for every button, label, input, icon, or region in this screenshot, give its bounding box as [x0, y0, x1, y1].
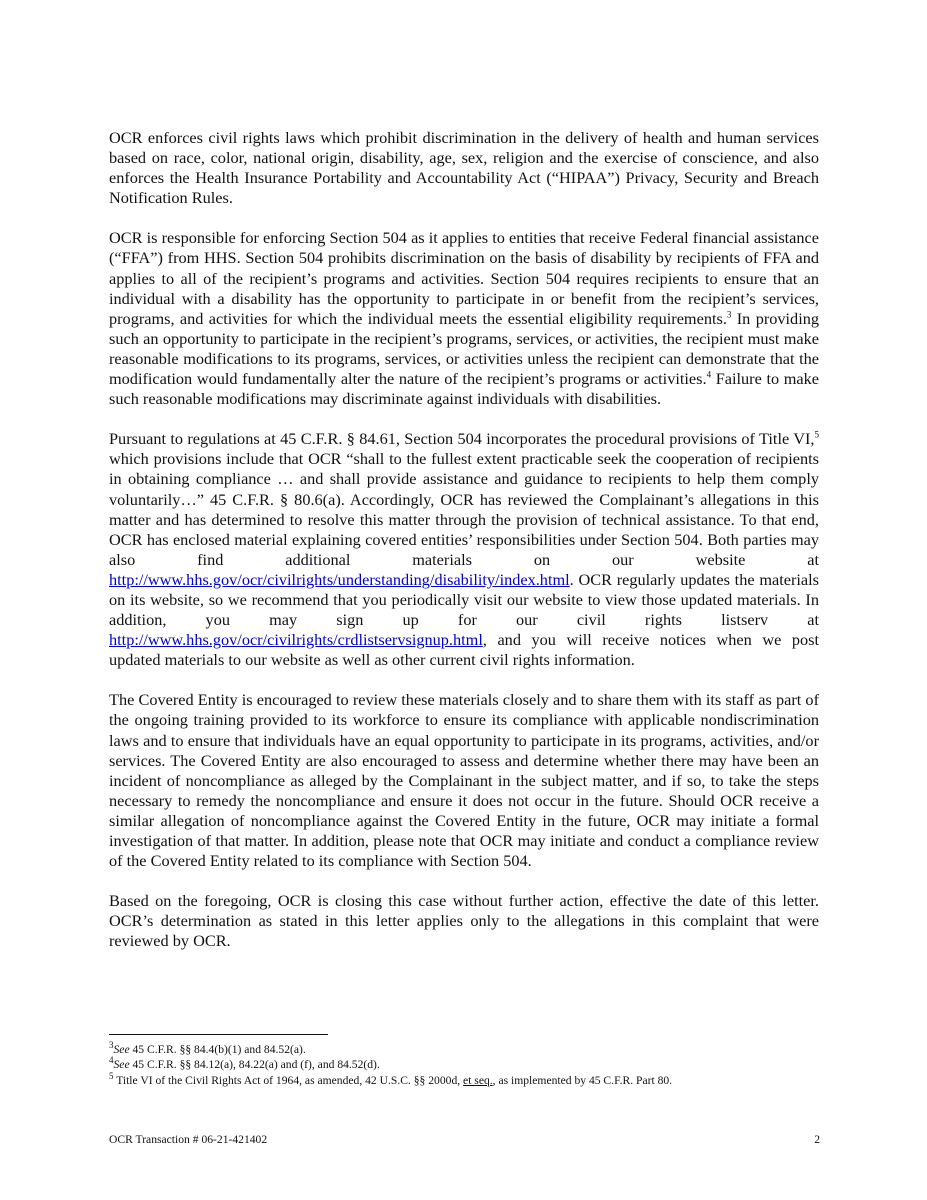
footnote-3 [109, 1042, 819, 1057]
footnote-4 [109, 1057, 819, 1072]
paragraph-text: Based on the foregoing, OCR is closing this case without further action, effective the date of this letter. OCR’s determination as stated in this letter applies only to the allegations in this complaint that were reviewed by OCR. [109, 891, 819, 951]
footnote-signal: See [113, 1058, 130, 1072]
footnote-ref-3[interactable]: 3 [726, 309, 732, 320]
paragraph-text: Pursuant to regulations at 45 C.F.R. § 84.61, Section 504 incorporates the procedural provisions of Title VI, [109, 429, 815, 449]
footnote-number: 3 [109, 1040, 114, 1051]
footnote-text: 45 C.F.R. §§ 84.4(b)(1) and 84.52(a). [129, 1043, 306, 1056]
footnote-ref-4[interactable]: 4 [706, 369, 712, 380]
paragraph-ocr-enforcement [109, 128, 819, 208]
footnotes [109, 1042, 819, 1088]
paragraph-text: , and you will receive notices when we post updated materials to our website as well as other current civil rights information. [109, 630, 819, 670]
paragraph-procedural-provisions [109, 429, 819, 670]
paragraph-text: . OCR regularly updates the materials on its website, so we recommend that you periodically visit our website to view those updated materials. In addition, you may sign up for our civil rights listserv at [109, 569, 819, 630]
footnote-text: 45 C.F.R. §§ 84.12(a), 84.22(a) and (f), and 84.52(d). [129, 1058, 380, 1072]
letter-body [109, 128, 819, 971]
paragraph-text: which provisions include that OCR “shall to the fullest extent practicable seek the cooperation of recipients in obtaining compliance … and shall provide assistance and guidance to recipients to help them comply voluntarily…” 45 C.F.R. § 80.6(a). Accordingly, OCR has reviewed the Complainant’s allegations in this matter and has determined to resolve this matter through the provision of technical assistance. To that end, OCR has enclosed material explaining covered entities’ responsibilities under Section 504. Both parties may also find additional materials on our website at [109, 449, 819, 569]
paragraph-text: In providing such an opportunity to participate in the recipient’s programs, services, or activities, the recipient must make reasonable modifications to its programs, services, or activities unless the recipient can demonstrate that the modification would fundamentally alter the nature of the recipient’s programs or activities. [109, 308, 820, 389]
footnote-et-seq: et seq. [463, 1073, 493, 1087]
footnote-signal: See [113, 1043, 130, 1056]
footer-transaction-number: OCR Transaction # 06-21-421402 [109, 1133, 268, 1146]
disability-materials-link[interactable]: http://www.hhs.gov/ocr/civilrights/understanding/disability/index.html [109, 569, 570, 589]
footer-page-number: 2 [814, 1133, 820, 1146]
paragraph-text: OCR enforces civil rights laws which prohibit discrimination in the delivery of health and human services based on race, color, national origin, disability, age, sex, religion and the exercise of conscience, and also enforces the Health Insurance Portability and Accountability Act (“HIPAA”) Privacy, Security and Breach Notification Rules. [109, 128, 819, 208]
footnote-number: 5 [109, 1070, 114, 1081]
footnote-text: , as implemented by 45 C.F.R. Part 80. [492, 1073, 673, 1087]
paragraph-text: The Covered Entity is encouraged to review these materials closely and to share them with its staff as part of the ongoing training provided to its workforce to ensure its compliance with applicable nondiscrimination laws and to ensure that individuals have an equal opportunity to participate in its programs, activities, and/or services. The Covered Entity are also encouraged to assess and determine whether there may have been an incident of noncompliance as alleged by the Complainant in the subject matter, and if so, to take the steps necessary to remedy the noncompliance and ensure it does not occur in the future. Should OCR receive a similar allegation of noncompliance against the Covered Entity in the future, OCR may initiate a formal investigation of that matter. In addition, please note that OCR may initiate and conduct a compliance review of the Covered Entity related to its compliance with Section 504. [109, 690, 819, 871]
footnote-separator [109, 1034, 328, 1035]
paragraph-text: OCR is responsible for enforcing Section 504 as it applies to entities that receive Federal financial assistance (“FFA”) from HHS. Section 504 prohibits discrimination on the basis of disability by recipients of FFA and applies to all of the recipient’s programs and activities. Section 504 requires recipients to ensure that an individual with a disability has the opportunity to participate in or benefit from the recipient’s services, programs, and activities for which the individual meets the essential eligibility requirements. [109, 228, 819, 328]
footnote-number: 4 [109, 1055, 114, 1066]
footnote-ref-5[interactable]: 5 [814, 429, 819, 440]
listserv-signup-link[interactable]: http://www.hhs.gov/ocr/civilrights/crdlistservsignup.html [109, 630, 483, 650]
paragraph-section-504 [109, 228, 819, 409]
paragraph-covered-entity [109, 690, 819, 871]
paragraph-closing [109, 891, 819, 951]
footnote-text: Title VI of the Civil Rights Act of 1964, as amended, 42 U.S.C. §§ 2000d, [113, 1073, 464, 1087]
paragraph-text: Failure to make such reasonable modifications may discriminate against individuals with disabilities. [109, 369, 819, 409]
footnote-5 [109, 1070, 819, 1088]
